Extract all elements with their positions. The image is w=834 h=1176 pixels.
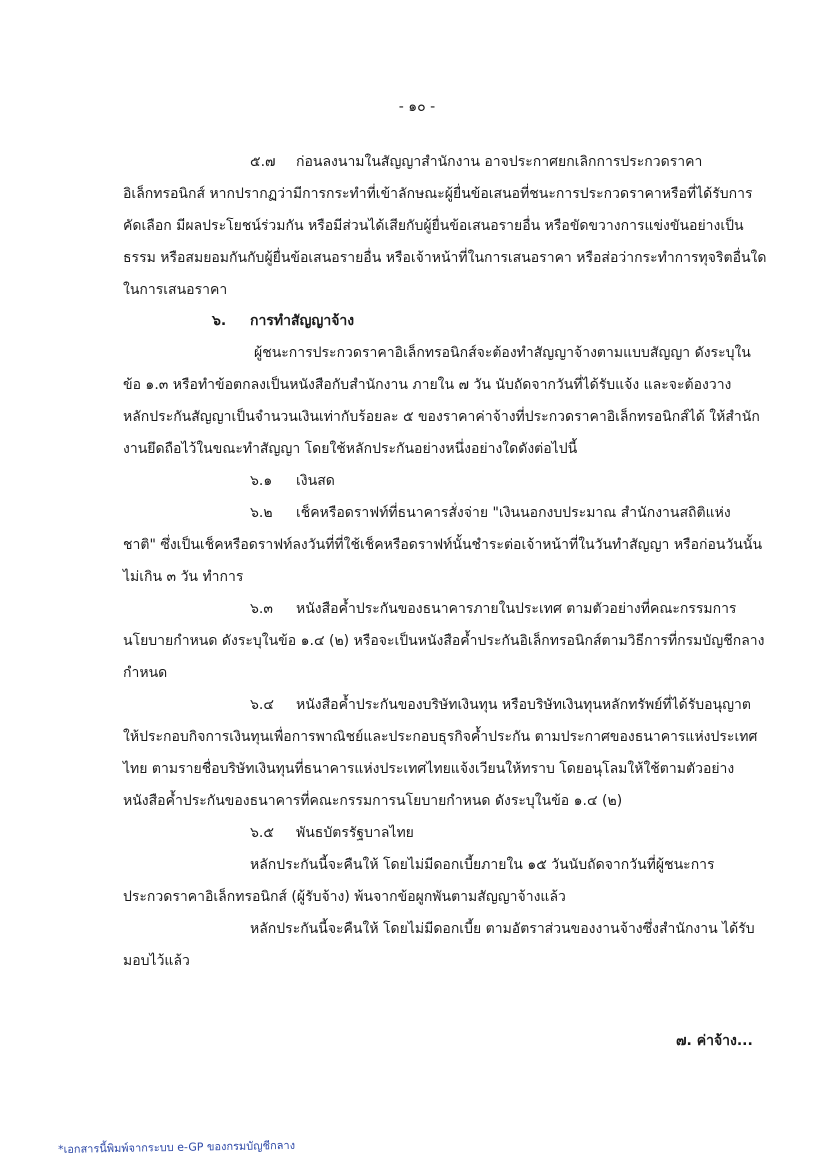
- section-6-intro-line-4: งานยึดถือไว้ในขณะทำสัญญา โดยใช้หลักประกันอย่างหนึ่งอย่างใดดังต่อไปนี้: [123, 441, 578, 457]
- item-6-4-line-1: หนังสือค้ำประกันของบริษัทเงินทุน หรือบริษัทเงินทุนหลักทรัพย์ที่ได้รับอนุญาต: [296, 697, 752, 713]
- item-6-4-line-2: ให้ประกอบกิจการเงินทุนเพื่อการพาณิชย์และประกอบธุรกิจค้ำประกัน ตามประกาศของธนาคารแห่งประเทศ: [123, 729, 758, 745]
- return-para-1-line-2: ประกวดราคาอิเล็กทรอนิกส์ (ผู้รับจ้าง) พ้นจากข้อผูกพันตามสัญญาจ้างแล้ว: [123, 889, 566, 905]
- section-6-title: การทำสัญญาจ้าง: [250, 313, 355, 329]
- section-6-number: ๖.: [212, 313, 227, 329]
- section-5-7-number: ๕.๗: [250, 154, 276, 170]
- section-6-intro-line-1: ผู้ชนะการประกวดราคาอิเล็กทรอนิกส์จะต้องทำสัญญาจ้างตามแบบสัญญา ดังระบุใน: [254, 345, 751, 361]
- item-6-5-line-1: พันธบัตรรัฐบาลไทย: [296, 825, 414, 841]
- item-6-2-line-1: เช็คหรือดราฟท์ที่ธนาคารสั่งจ่าย "เงินนอกงบประมาณ สำนักงานสถิติแห่ง: [296, 505, 731, 521]
- item-6-3-line-1: หนังสือค้ำประกันของธนาคารภายในประเทศ ตามตัวอย่างที่คณะกรรมการ: [296, 601, 737, 617]
- item-6-2-line-2: ชาติ" ซึ่งเป็นเช็คหรือดราฟท์ลงวันที่ที่ใช้เช็คหรือดราฟท์นั้นชำระต่อเจ้าหน้าที่ในวันทำสัญญา หรือก่อนวันนั้น: [123, 537, 763, 553]
- return-para-2-line-1: หลักประกันนี้จะคืนให้ โดยไม่มีดอกเบี้ย ตามอัตราส่วนของงานจ้างซึ่งสำนักงาน ได้รับ: [250, 921, 755, 937]
- item-6-4-line-4: หนังสือค้ำประกันของธนาคารที่คณะกรรมการนโยบายกำหนด ดังระบุในข้อ ๑.๔ (๒): [123, 793, 623, 809]
- section-5-7-line-5: ในการเสนอราคา: [123, 282, 228, 298]
- item-6-3-number: ๖.๓: [250, 601, 273, 617]
- item-6-1-line-1: เงินสด: [296, 473, 335, 489]
- item-6-4-line-3: ไทย ตามรายชื่อบริษัทเงินทุนที่ธนาคารแห่งประเทศไทยแจ้งเวียนให้ทราบ โดยอนุโลมให้ใช้ตามตัวอย่าง: [123, 761, 735, 777]
- footer-note: *เอกสารนี้พิมพ์จากระบบ e-GP ของกรมบัญชีกลาง: [57, 1138, 296, 1156]
- page-number: - ๑๐ -: [398, 99, 436, 115]
- section-5-7-line-3: คัดเลือก มีผลประโยชน์ร่วมกัน หรือมีส่วนได้เสียกับผู้ยื่นข้อเสนอรายอื่น หรือขัดขวางการแข่งขันอย่างเป็น: [123, 218, 744, 234]
- item-6-1-number: ๖.๑: [250, 473, 273, 489]
- continuation-marker: ๗. ค่าจ้าง...: [676, 1033, 753, 1049]
- item-6-2-line-3: ไม่เกิน ๓ วัน ทำการ: [123, 569, 244, 585]
- section-5-7-line-1: ก่อนลงนามในสัญญาสำนักงาน อาจประกาศยกเลิกการประกวดราคา: [296, 154, 703, 170]
- return-para-2-line-2: มอบไว้แล้ว: [123, 953, 190, 969]
- section-5-7-line-2: อิเล็กทรอนิกส์ หากปรากฏว่ามีการกระทำที่เข้าลักษณะผู้ยื่นข้อเสนอที่ชนะการประกวดราคาหรือที่ได้รับการ: [123, 186, 753, 202]
- item-6-3-line-2: นโยบายกำหนด ดังระบุในข้อ ๑.๔ (๒) หรือจะเป็นหนังสือค้ำประกันอิเล็กทรอนิกส์ตามวิธีการที่กรมบัญชีกลาง: [123, 633, 765, 649]
- return-para-1-line-1: หลักประกันนี้จะคืนให้ โดยไม่มีดอกเบี้ยภายใน ๑๕ วันนับถัดจากวันที่ผู้ชนะการ: [250, 857, 715, 873]
- section-6-intro-line-3: หลักประกันสัญญาเป็นจำนวนเงินเท่ากับร้อยละ ๕ ของราคาค่าจ้างที่ประกวดราคาอิเล็กทรอนิกส์ได้ ให้สำนัก: [123, 409, 760, 425]
- item-6-3-line-3: กำหนด: [123, 665, 168, 681]
- section-6-intro-line-2: ข้อ ๑.๓ หรือทำข้อตกลงเป็นหนังสือกับสำนักงาน ภายใน ๗ วัน นับถัดจากวันที่ได้รับแจ้ง และจะต้องวาง: [123, 377, 732, 393]
- section-5-7-line-4: ธรรม หรือสมยอมกันกับผู้ยื่นข้อเสนอรายอื่น หรือเจ้าหน้าที่ในการเสนอราคา หรือส่อว่ากระทำการทุจริตอื่นใด: [123, 250, 767, 266]
- item-6-4-number: ๖.๔: [250, 697, 274, 713]
- item-6-5-number: ๖.๕: [250, 825, 274, 841]
- item-6-2-number: ๖.๒: [250, 505, 273, 521]
